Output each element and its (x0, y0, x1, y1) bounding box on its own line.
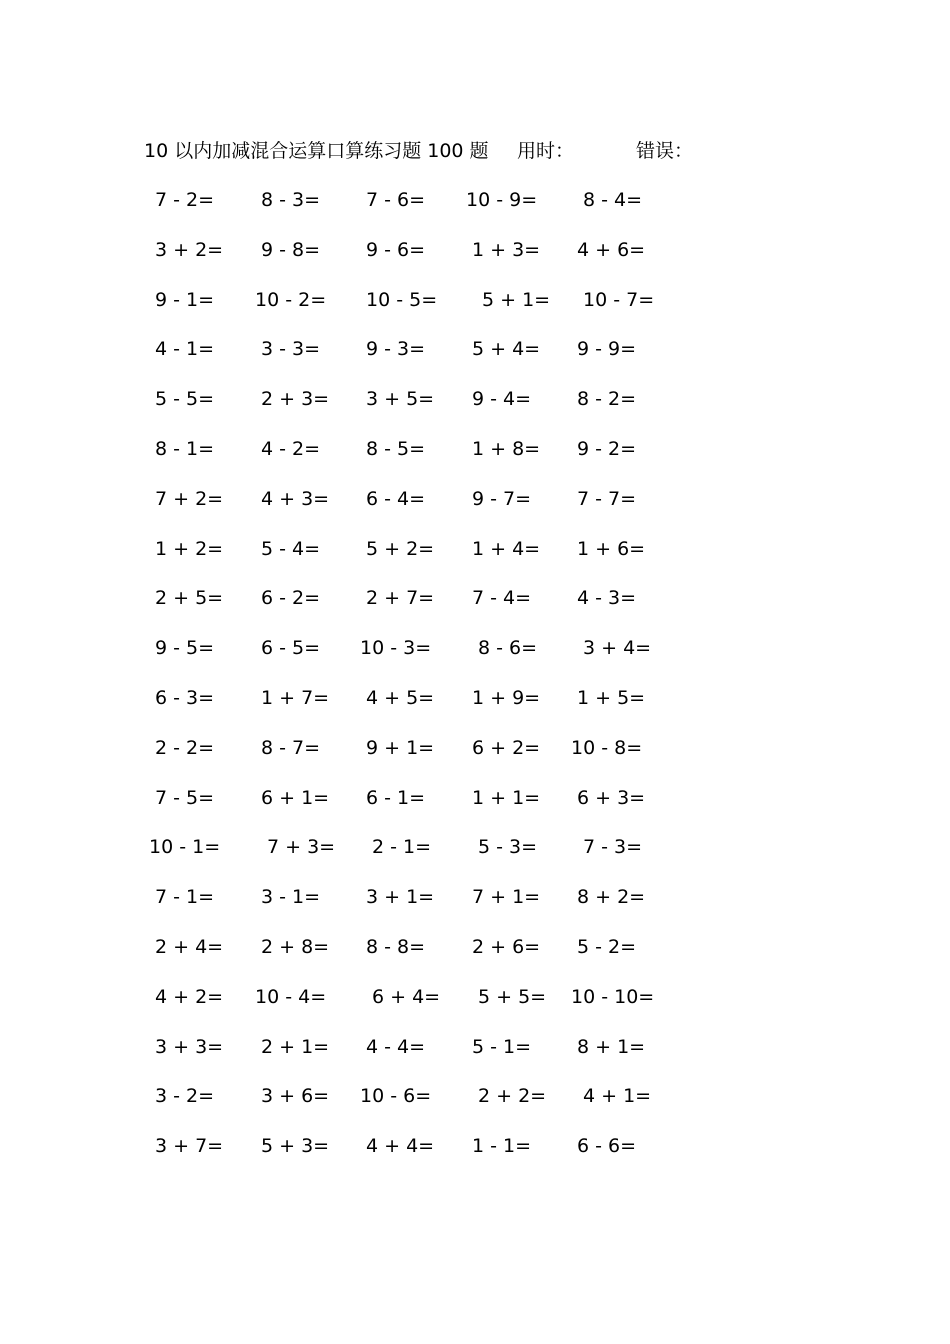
problem-item: 6 + 3= (577, 786, 646, 809)
problem-item: 3 + 4= (583, 637, 652, 660)
problem-item: 9 - 3= (366, 338, 426, 361)
problem-item: 9 + 1= (366, 736, 435, 759)
problem-item: 7 - 5= (155, 786, 215, 809)
problem-item: 4 + 1= (583, 1085, 652, 1108)
problem-row (150, 484, 710, 534)
worksheet-title: 10 以内加减混合运算口算练习题 100 题 (144, 140, 489, 162)
problem-item: 5 - 4= (261, 537, 321, 560)
problem-item: 1 + 1= (472, 786, 541, 809)
problem-item: 5 + 3= (261, 1135, 330, 1158)
problem-item: 3 + 3= (155, 1035, 224, 1058)
problem-item: 4 + 2= (155, 985, 224, 1008)
problem-item: 7 - 7= (577, 487, 637, 510)
problem-item: 10 - 4= (255, 985, 327, 1008)
problem-item: 3 - 1= (261, 886, 321, 909)
problem-item: 5 - 1= (472, 1035, 532, 1058)
problem-item: 4 - 4= (366, 1035, 426, 1058)
error-label: 错误： (636, 140, 694, 162)
problem-item: 2 - 2= (155, 736, 215, 759)
problem-item: 8 - 3= (261, 189, 321, 211)
problem-item: 3 + 2= (155, 238, 224, 261)
problem-item: 5 + 1= (482, 288, 551, 311)
problem-row (150, 583, 710, 633)
problem-item: 4 + 6= (577, 238, 646, 261)
time-label: 用时： (517, 140, 575, 162)
problem-item: 3 - 3= (261, 338, 321, 361)
problem-item: 5 - 5= (155, 388, 215, 411)
problem-item: 6 - 3= (155, 686, 215, 709)
problem-item: 10 - 1= (149, 836, 221, 859)
problem-row (150, 783, 710, 833)
problem-item: 5 + 4= (472, 338, 541, 361)
problem-item: 4 - 2= (261, 437, 321, 460)
problem-item: 2 + 4= (155, 935, 224, 958)
problem-item: 8 - 1= (155, 437, 215, 460)
problem-item: 9 - 5= (155, 637, 215, 660)
problem-item: 1 + 5= (577, 686, 646, 709)
problem-row (150, 434, 710, 484)
problem-item: 1 + 6= (577, 537, 646, 560)
problem-item: 8 - 5= (366, 437, 426, 460)
problem-item: 2 + 1= (261, 1035, 330, 1058)
problem-row (150, 384, 710, 434)
problem-item: 9 - 8= (261, 238, 321, 261)
problem-row (150, 334, 710, 384)
problem-item: 5 - 3= (478, 836, 538, 859)
problem-row (150, 683, 710, 733)
problem-row (150, 1081, 710, 1131)
problem-item: 8 - 4= (583, 189, 643, 211)
problem-item: 5 + 5= (478, 985, 547, 1008)
problem-item: 4 + 4= (366, 1135, 435, 1158)
problem-grid (150, 185, 710, 1181)
problem-item: 10 - 6= (360, 1085, 432, 1108)
problem-item: 8 - 6= (478, 637, 538, 660)
problem-row (150, 534, 710, 584)
problem-item: 8 + 1= (577, 1035, 646, 1058)
problem-item: 9 - 9= (577, 338, 637, 361)
problem-row (150, 235, 710, 285)
problem-item: 9 - 1= (155, 288, 215, 311)
problem-item: 1 + 8= (472, 437, 541, 460)
problem-item: 9 - 2= (577, 437, 637, 460)
problem-item: 2 + 2= (478, 1085, 547, 1108)
problem-row (150, 882, 710, 932)
problem-item: 6 - 4= (366, 487, 426, 510)
problem-item: 7 - 2= (155, 189, 215, 211)
problem-item: 9 - 7= (472, 487, 532, 510)
problem-item: 10 - 10= (571, 985, 655, 1008)
problem-item: 6 + 2= (472, 736, 541, 759)
problem-item: 5 - 2= (577, 935, 637, 958)
problem-item: 4 + 5= (366, 686, 435, 709)
problem-item: 7 - 1= (155, 886, 215, 909)
problem-row (150, 982, 710, 1032)
problem-item: 3 + 6= (261, 1085, 330, 1108)
problem-item: 6 - 1= (366, 786, 426, 809)
problem-item: 2 + 5= (155, 587, 224, 610)
problem-row (150, 1131, 710, 1181)
problem-item: 10 - 9= (466, 189, 538, 211)
problem-item: 4 + 3= (261, 487, 330, 510)
problem-item: 1 + 4= (472, 537, 541, 560)
problem-row (150, 733, 710, 783)
problem-item: 3 + 1= (366, 886, 435, 909)
problem-row (150, 633, 710, 683)
problem-item: 7 - 3= (583, 836, 643, 859)
problem-item: 3 + 5= (366, 388, 435, 411)
problem-item: 4 - 1= (155, 338, 215, 361)
problem-item: 6 - 6= (577, 1135, 637, 1158)
problem-item: 10 - 7= (583, 288, 655, 311)
problem-item: 8 - 8= (366, 935, 426, 958)
problem-item: 10 - 3= (360, 637, 432, 660)
problem-item: 5 + 2= (366, 537, 435, 560)
problem-row (150, 285, 710, 335)
problem-item: 10 - 2= (255, 288, 327, 311)
problem-item: 9 - 6= (366, 238, 426, 261)
problem-row (150, 1032, 710, 1082)
problem-item: 2 + 6= (472, 935, 541, 958)
problem-item: 1 + 9= (472, 686, 541, 709)
problem-item: 7 + 1= (472, 886, 541, 909)
problem-item: 6 - 2= (261, 587, 321, 610)
problem-item: 8 + 2= (577, 886, 646, 909)
problem-item: 7 + 2= (155, 487, 224, 510)
problem-item: 1 + 3= (472, 238, 541, 261)
problem-row (150, 832, 710, 882)
problem-item: 2 + 8= (261, 935, 330, 958)
problem-item: 1 + 7= (261, 686, 330, 709)
problem-item: 6 - 5= (261, 637, 321, 660)
problem-item: 6 + 4= (372, 985, 441, 1008)
problem-item: 10 - 5= (366, 288, 438, 311)
problem-item: 7 + 3= (267, 836, 336, 859)
problem-item: 1 - 1= (472, 1135, 532, 1158)
problem-item: 6 + 1= (261, 786, 330, 809)
problem-item: 7 - 4= (472, 587, 532, 610)
problem-item: 2 + 3= (261, 388, 330, 411)
problem-item: 10 - 8= (571, 736, 643, 759)
problem-row (150, 185, 710, 235)
problem-item: 8 - 2= (577, 388, 637, 411)
problem-row (150, 932, 710, 982)
problem-item: 1 + 2= (155, 537, 224, 560)
problem-item: 4 - 3= (577, 587, 637, 610)
problem-item: 3 - 2= (155, 1085, 215, 1108)
problem-item: 7 - 6= (366, 189, 426, 211)
problem-item: 9 - 4= (472, 388, 532, 411)
problem-item: 3 + 7= (155, 1135, 224, 1158)
problem-item: 8 - 7= (261, 736, 321, 759)
problem-item: 2 + 7= (366, 587, 435, 610)
problem-item: 2 - 1= (372, 836, 432, 859)
